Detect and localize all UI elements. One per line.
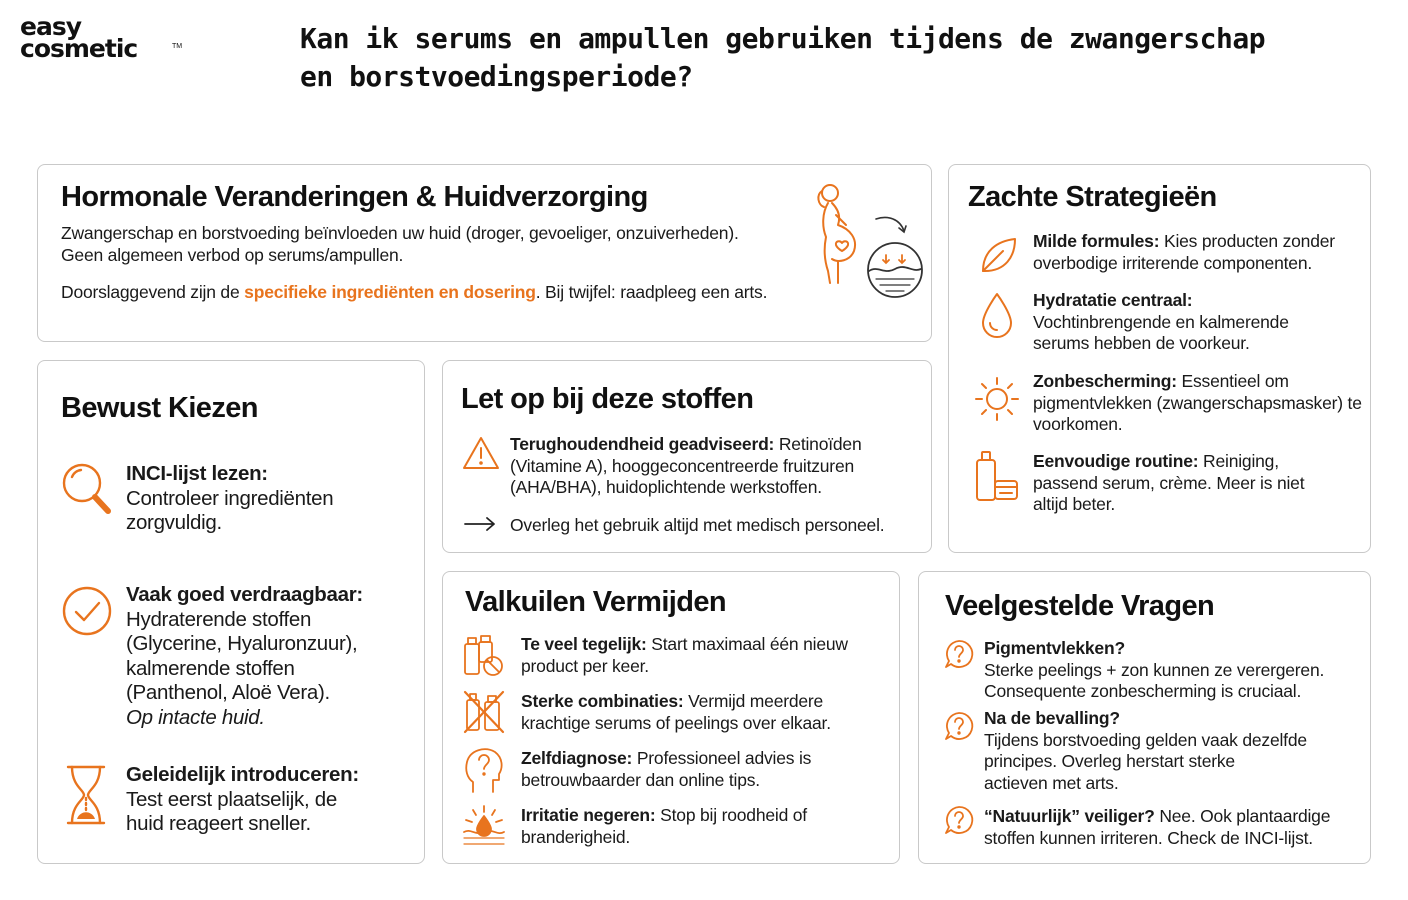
caution-warning-bold: Terughoudendheid geadviseerd: xyxy=(510,434,775,454)
hormonal-line-1: Zwangerschap en borstvoeding beïnvloeden uw huid (droger, gevoeliger, onzuiverheden). xyxy=(61,223,739,243)
question-bubble-icon xyxy=(943,804,975,836)
hormonal-highlight: specifieke ingrediënten en dosering xyxy=(244,282,536,302)
faq-item-3-question: “Natuurlijk” veiliger? xyxy=(984,806,1155,826)
magnifier-icon xyxy=(60,461,116,519)
card-hormonal xyxy=(37,164,932,342)
caution-warning xyxy=(510,434,920,499)
choose-item-3-line-2: huid reageert sneller. xyxy=(126,812,311,835)
caution-warning-text: Retinoïden (Vitamine A), hooggeconcentreerde fruitzuren (AHA/BHA), huidoplichtende werkstoffen. xyxy=(510,434,862,497)
question-bubble-icon xyxy=(943,710,975,742)
pitfall-item-2 xyxy=(521,691,871,734)
faq-item-1 xyxy=(984,638,1364,703)
page-title-line-2: en borstvoedingsperiode? xyxy=(300,60,693,93)
pitfall-item-2-text: Vermijd meerdere krachtige serums of peelings over elkaar. xyxy=(521,691,831,733)
choose-item-1-line-1: Controleer ingrediënten xyxy=(126,486,334,510)
product-bottles-icon xyxy=(973,449,1021,503)
logo-line-1: easy xyxy=(20,12,82,41)
faq-item-3-first-line xyxy=(984,806,1364,828)
faq-item-3-answer-start: Nee. Ook plantaardige xyxy=(1154,806,1331,826)
brand-logo xyxy=(20,12,183,63)
logo-line-2: cosmetic xyxy=(20,34,138,63)
head-question-icon xyxy=(463,744,505,794)
crossed-bottles-icon xyxy=(461,688,507,734)
faq-item-1-line-2: Consequente zonbescherming is cruciaal. xyxy=(984,681,1302,701)
choose-item-2-italic: Op intacte huid. xyxy=(126,705,265,729)
pregnant-woman-icon xyxy=(810,181,866,285)
gentle-item-1-bold: Milde formules: xyxy=(1033,231,1160,251)
choose-item-2-bold: Vaak goed verdraagbaar: xyxy=(126,583,363,606)
choose-item-2-line-1: Hydraterende stoffen xyxy=(126,607,312,631)
gentle-item-3 xyxy=(1033,371,1373,436)
sun-icon xyxy=(973,375,1021,423)
arrow-right-icon xyxy=(463,516,497,532)
caution-arrow-text: Overleg het gebruik altijd met medisch personeel. xyxy=(510,515,885,535)
curved-arrow-icon xyxy=(874,215,908,239)
card-choose xyxy=(37,360,425,864)
no-bottles-icon xyxy=(461,630,507,678)
pitfall-item-3-text: Professioneel advies is betrouwbaarder dan online tips. xyxy=(521,748,812,790)
hormonal-line-3-pre: Doorslaggevend zijn de xyxy=(61,282,245,302)
choose-item-2 xyxy=(126,583,421,730)
gentle-item-2 xyxy=(1033,290,1333,355)
faq-item-1-line-1: Sterke peelings + zon kunnen ze verergeren. xyxy=(984,659,1325,680)
hormonal-line-3 xyxy=(61,282,767,304)
faq-item-1-question: Pigmentvlekken? xyxy=(984,638,1125,658)
irritated-skin-icon xyxy=(461,802,507,848)
faq-item-2-question: Na de bevalling? xyxy=(984,708,1120,728)
pitfall-item-3-bold: Zelfdiagnose: xyxy=(521,748,633,768)
hormonal-line-3-post: . Bij twijfel: raadpleeg een arts. xyxy=(535,282,768,302)
hourglass-icon xyxy=(64,764,108,826)
gentle-item-2-text: Vochtinbrengende en kalmerende serums hebben de voorkeur. xyxy=(1033,311,1289,353)
choose-item-2-line-2: (Glycerine, Hyaluronzuur), xyxy=(126,632,358,655)
pitfall-item-1-text: Start maximaal één nieuw product per keer. xyxy=(521,634,848,676)
card-pitfalls xyxy=(442,571,900,864)
pitfall-item-3 xyxy=(521,748,831,791)
faq-item-3-line-1: stoffen kunnen irriteren. Check de INCI-lijst. xyxy=(984,827,1313,848)
leaf-icon xyxy=(977,235,1019,277)
card-caution xyxy=(442,360,932,553)
gentle-item-4 xyxy=(1033,451,1333,516)
pitfall-item-2-bold: Sterke combinaties: xyxy=(521,691,684,711)
faq-item-2 xyxy=(984,708,1364,794)
faq-item-2-line-2: principes. Overleg herstart sterke xyxy=(984,751,1235,771)
gentle-item-1 xyxy=(1033,231,1363,274)
choose-item-1-line-2: zorgvuldig. xyxy=(126,511,222,534)
faq-item-2-line-3: actieven met arts. xyxy=(984,772,1119,793)
pitfall-item-4-bold: Irritatie negeren: xyxy=(521,805,656,825)
gentle-item-3-text: Essentieel om pigmentvlekken (zwangerschapsmasker) te voorkomen. xyxy=(1033,371,1362,434)
gentle-item-1-text: Kies producten zonder overbodige irriterende componenten. xyxy=(1033,231,1335,273)
card-gentle-title: Zachte Strategieën xyxy=(968,181,1217,213)
hormonal-line-2: Geen algemeen verbod op serums/ampullen. xyxy=(61,245,404,265)
choose-item-1-bold: INCI-lijst lezen: xyxy=(126,462,268,485)
choose-item-2-line-4: (Panthenol, Aloë Vera). xyxy=(126,681,330,704)
choose-item-3-line-1: Test eerst plaatselijk, de xyxy=(126,787,337,811)
card-gentle xyxy=(948,164,1371,553)
card-faq-title: Veelgestelde Vragen xyxy=(945,590,1215,622)
page-title-line-1: Kan ik serums en ampullen gebruiken tijdens de zwangerschap xyxy=(300,22,1266,55)
faq-item-3 xyxy=(984,806,1364,849)
pitfall-item-4-text: Stop bij roodheid of branderigheid. xyxy=(521,805,807,847)
checkmark-circle-icon xyxy=(61,585,113,637)
pitfall-item-4 xyxy=(521,805,851,848)
pitfall-item-1 xyxy=(521,634,871,677)
gentle-item-4-bold: Eenvoudige routine: xyxy=(1033,451,1199,471)
page-title xyxy=(300,20,1300,96)
choose-item-3 xyxy=(126,763,416,837)
question-bubble-icon xyxy=(943,638,975,670)
card-faq xyxy=(918,571,1371,864)
choose-item-2-line-3: kalmerende stoffen xyxy=(126,656,295,680)
gentle-item-4-text: Reiniging, passend serum, crème. Meer is niet altijd beter. xyxy=(1033,451,1305,514)
faq-item-2-line-1: Tijdens borstvoeding gelden vaak dezelfde xyxy=(984,729,1307,750)
gentle-item-2-bold: Hydratatie centraal: xyxy=(1033,290,1193,310)
card-pitfalls-title: Valkuilen Vermijden xyxy=(465,586,726,618)
warning-triangle-icon xyxy=(461,435,501,471)
card-hormonal-title: Hormonale Veranderingen & Huidverzorging xyxy=(61,181,648,213)
card-choose-title: Bewust Kiezen xyxy=(61,392,258,424)
water-drop-icon xyxy=(979,291,1015,341)
pitfall-item-1-bold: Te veel tegelijk: xyxy=(521,634,647,654)
choose-item-3-bold: Geleidelijk introduceren: xyxy=(126,763,359,786)
choose-item-1 xyxy=(126,462,416,536)
card-caution-title: Let op bij deze stoffen xyxy=(461,383,754,415)
logo-trademark: TM xyxy=(172,43,183,50)
gentle-item-3-bold: Zonbescherming: xyxy=(1033,371,1177,391)
skin-layer-icon xyxy=(866,241,924,299)
